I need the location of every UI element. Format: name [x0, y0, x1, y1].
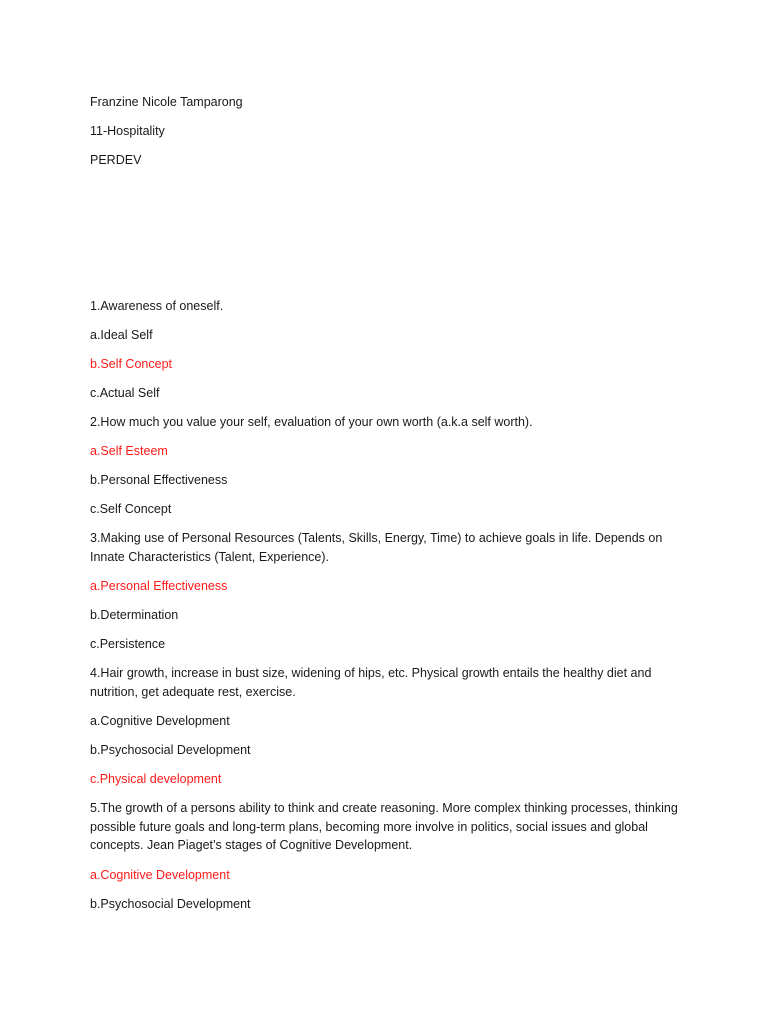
subject-title: PERDEV [90, 153, 142, 167]
question-2-prompt: 2.How much you value your self, evaluation of your own worth (a.k.a self worth). [90, 415, 533, 429]
question-2-option-b: b.Personal Effectiveness [90, 473, 228, 487]
question-4-option-a: a.Cognitive Development [90, 714, 230, 728]
question-3-prompt: 3.Making use of Personal Resources (Talents, Skills, Energy, Time) to achieve goals in life. Depends on Innate Characteristics (Talent, Experience). [90, 531, 663, 564]
question-4-option-b: b.Psychosocial Development [90, 743, 251, 757]
student-section: 11-Hospitality [90, 124, 165, 138]
question-2-option-a-answer: a.Self Esteem [90, 444, 168, 458]
question-1-option-b-answer: b.Self Concept [90, 357, 172, 371]
student-name: Franzine Nicole Tamparong [90, 95, 243, 109]
question-3-option-c: c.Persistence [90, 637, 166, 651]
question-5-option-b: b.Psychosocial Development [90, 897, 251, 911]
question-4-option-c-answer: c.Physical development [90, 772, 222, 786]
question-1-prompt: 1.Awareness of oneself. [90, 299, 224, 313]
question-1-option-c: c.Actual Self [90, 386, 160, 400]
question-1-option-a: a.Ideal Self [90, 328, 153, 342]
question-3-option-b: b.Determination [90, 608, 179, 622]
question-5-option-a-answer: a.Cognitive Development [90, 868, 230, 882]
question-3-option-a-answer: a.Personal Effectiveness [90, 579, 228, 593]
question-2-option-c: c.Self Concept [90, 502, 172, 516]
question-4-prompt: 4.Hair growth, increase in bust size, widening of hips, etc. Physical growth entails the healthy diet and nutrition, get adequate rest, exercise. [90, 666, 652, 699]
question-5-prompt: 5.The growth of a persons ability to think and create reasoning. More complex thinking processes, thinking possible future goals and long-term plans, becoming more involve in politics, social issues and global concepts. Jean Piaget’s stages of Cognitive Development. [90, 801, 678, 852]
